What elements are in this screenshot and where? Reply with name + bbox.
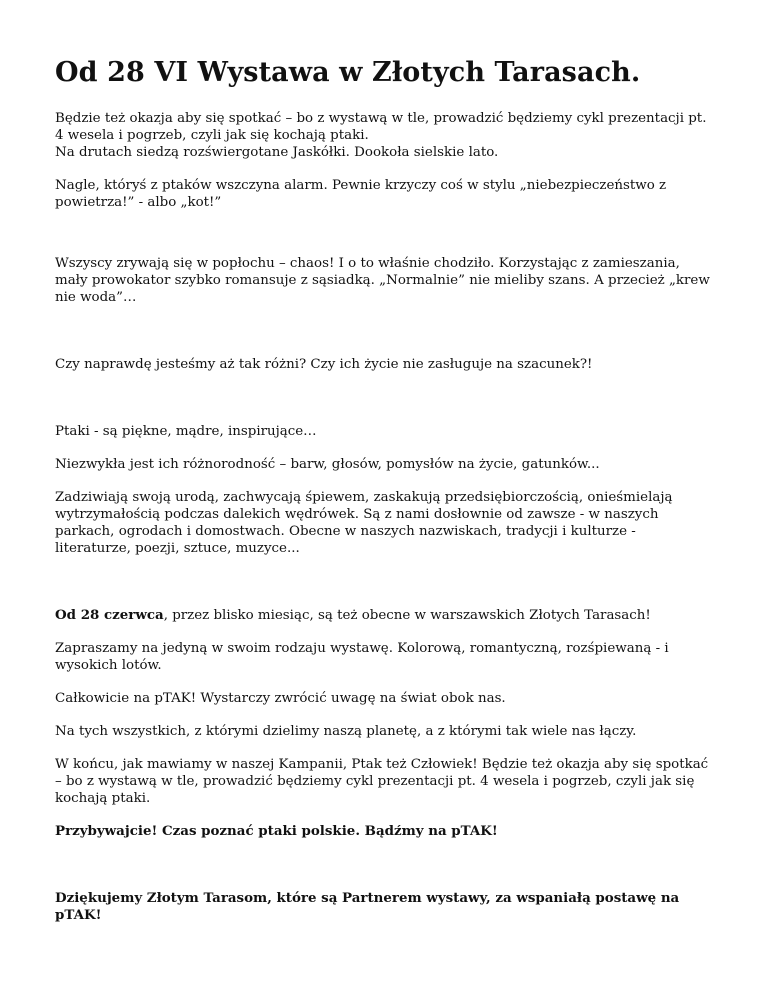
invite-paragraph: Zapraszamy na jedyną w swoim rodzaju wystawę. Kolorową, romantyczną, rozśpiewaną - i wysokich lotów. (55, 641, 669, 673)
question-paragraph: Czy naprawdę jesteśmy aż tak różni? Czy ich życie nie zasługuje na szacunek?! (55, 357, 593, 372)
june-rest: , przez blisko miesiąc, są też obecne w warszawskich Złotych Tarasach! (163, 608, 651, 623)
june-date-bold: Od 28 czerwca (55, 607, 164, 623)
thanks-paragraph: Dziękujemy Złotym Tarasom, które są Partnerem wystawy, za wspaniałą postawę na pTAK! (55, 890, 680, 923)
june-paragraph (55, 607, 712, 624)
chaos-paragraph: Wszyscy zrywają się w popłochu – chaos! I o to właśnie chodziło. Korzystając z zamieszania, mały prowokator szybko romansuje z sąsiadką. „Normalnie” nie mieliby szans. A przecież „krew nie woda”… (55, 256, 710, 305)
cta-paragraph: Przybywajcie! Czas poznać ptaki polskie. Bądźmy na pTAK! (55, 823, 498, 839)
intro-paragraph (55, 110, 712, 161)
birds-paragraph: Ptaki - są piękne, mądre, inspirujące… (55, 424, 317, 439)
diversity-paragraph: Niezwykła jest ich różnorodność – barw, głosów, pomysłów na życie, gatunków... (55, 457, 600, 472)
campaign-paragraph: W końcu, jak mawiamy w naszej Kampanii, Ptak też Człowiek! Będzie też okazja aby się spotkać – bo z wystawą w tle, prowadzić będziemy cykl prezentacji pt. 4 wesela i pogrzeb, czyli jak się kochają ptaki. (55, 757, 709, 806)
ptak-paragraph: Całkowicie na pTAK! Wystarczy zwrócić uwagę na świat obok nas. (55, 691, 506, 706)
planet-paragraph: Na tych wszystkich, z którymi dzielimy naszą planetę, a z którymi tak wiele nas łączy. (55, 724, 637, 739)
alarm-paragraph: Nagle, któryś z ptaków wszczyna alarm. Pewnie krzyczy coś w stylu „niebezpieczeństwo z powietrza!” - albo „kot!” (55, 178, 667, 210)
amaze-paragraph: Zadziwiają swoją urodą, zachwycają śpiewem, zaskakują przedsiębiorczością, onieśmielają wytrzymałością podczas dalekich wędrówek. Są z nami dosłownie od zawsze - w naszych parkach, ogrodach i domostwach. Obecne w naszych nazwiskach, tradycji i kulturze - literaturze, poezji, sztuce, muzyce... (55, 490, 673, 556)
page-title: Od 28 VI Wystawa w Złotych Tarasach. (55, 57, 641, 88)
intro-line-2: Na drutach siedzą rozświergotane Jaskółki. Dookoła sielskie lato. (55, 145, 499, 160)
intro-line-1: Będzie też okazja aby się spotkać – bo z wystawą w tle, prowadzić będziemy cykl prezentacji pt. 4 wesela i pogrzeb, czyli jak się kochają ptaki. (55, 111, 707, 143)
